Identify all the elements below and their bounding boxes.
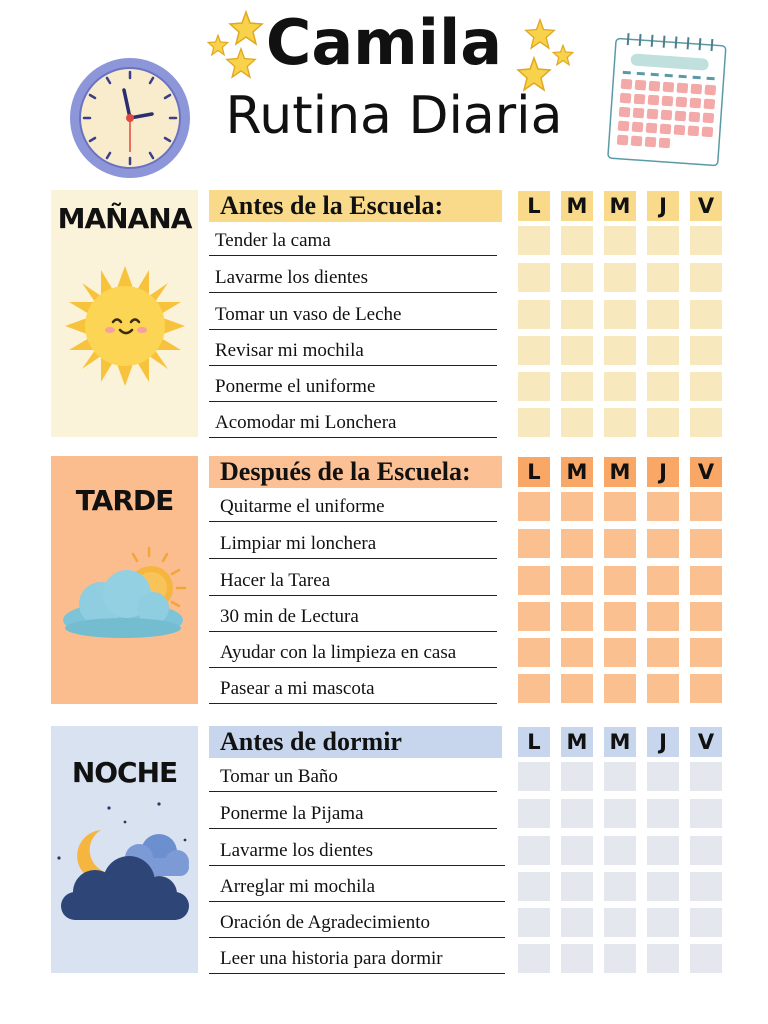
morning-panel xyxy=(51,190,198,437)
night-checkbox-5-2[interactable] xyxy=(604,944,636,973)
morning-checkbox-3-1[interactable] xyxy=(561,336,593,365)
night-checkbox-3-0[interactable] xyxy=(518,872,550,901)
afternoon-checkbox-5-2[interactable] xyxy=(604,674,636,703)
afternoon-checkbox-2-4[interactable] xyxy=(690,566,722,595)
morning-checkbox-5-0[interactable] xyxy=(518,408,550,437)
morning-checkbox-2-0[interactable] xyxy=(518,300,550,329)
page-title: Rutina Diaria xyxy=(225,86,563,146)
night-day-header-0: L xyxy=(518,727,550,757)
night-checkbox-1-4[interactable] xyxy=(690,799,722,828)
afternoon-checkbox-5-3[interactable] xyxy=(647,674,679,703)
morning-checkbox-2-2[interactable] xyxy=(604,300,636,329)
night-checkbox-3-1[interactable] xyxy=(561,872,593,901)
afternoon-checkbox-5-4[interactable] xyxy=(690,674,722,703)
night-checkbox-0-2[interactable] xyxy=(604,762,636,791)
morning-task-5: Acomodar mi Lonchera xyxy=(209,408,497,438)
night-checkbox-2-1[interactable] xyxy=(561,836,593,865)
morning-checkbox-3-4[interactable] xyxy=(690,336,722,365)
night-checkbox-0-0[interactable] xyxy=(518,762,550,791)
morning-checkbox-1-2[interactable] xyxy=(604,263,636,292)
night-day-header-2: M xyxy=(604,727,636,757)
afternoon-checkbox-0-3[interactable] xyxy=(647,492,679,521)
afternoon-checkbox-1-0[interactable] xyxy=(518,529,550,558)
morning-task-0: Tender la cama xyxy=(209,226,497,256)
night-checkbox-1-3[interactable] xyxy=(647,799,679,828)
sun-icon xyxy=(63,264,187,388)
morning-checkbox-5-4[interactable] xyxy=(690,408,722,437)
afternoon-checkbox-4-2[interactable] xyxy=(604,638,636,667)
night-checkbox-3-4[interactable] xyxy=(690,872,722,901)
afternoon-checkbox-0-1[interactable] xyxy=(561,492,593,521)
morning-day-header-3: J xyxy=(647,191,679,221)
morning-checkbox-5-2[interactable] xyxy=(604,408,636,437)
afternoon-checkbox-3-1[interactable] xyxy=(561,602,593,631)
star-icon xyxy=(516,56,552,92)
afternoon-day-header-1: M xyxy=(561,457,593,487)
cloud-sun-icon xyxy=(57,544,193,644)
afternoon-checkbox-0-4[interactable] xyxy=(690,492,722,521)
morning-task-2: Tomar un vaso de Leche xyxy=(209,300,497,330)
afternoon-checkbox-2-3[interactable] xyxy=(647,566,679,595)
afternoon-checkbox-5-1[interactable] xyxy=(561,674,593,703)
night-checkbox-5-1[interactable] xyxy=(561,944,593,973)
afternoon-checkbox-1-3[interactable] xyxy=(647,529,679,558)
night-checkbox-1-2[interactable] xyxy=(604,799,636,828)
night-task-5: Leer una historia para dormir xyxy=(209,944,505,974)
morning-checkbox-0-3[interactable] xyxy=(647,226,679,255)
afternoon-checkbox-4-3[interactable] xyxy=(647,638,679,667)
afternoon-checkbox-5-0[interactable] xyxy=(518,674,550,703)
afternoon-checkbox-4-0[interactable] xyxy=(518,638,550,667)
night-task-1: Ponerme la Pijama xyxy=(209,799,497,829)
afternoon-checkbox-4-4[interactable] xyxy=(690,638,722,667)
night-task-2: Lavarme los dientes xyxy=(209,836,505,866)
afternoon-task-2: Hacer la Tarea xyxy=(209,566,497,596)
night-label: NOCHE xyxy=(71,756,178,789)
night-day-header-3: J xyxy=(647,727,679,757)
morning-checkbox-4-2[interactable] xyxy=(604,372,636,401)
star-icon xyxy=(228,10,264,46)
afternoon-checkbox-2-1[interactable] xyxy=(561,566,593,595)
afternoon-day-header-0: L xyxy=(518,457,550,487)
afternoon-checkbox-1-2[interactable] xyxy=(604,529,636,558)
afternoon-task-0: Quitarme el uniforme xyxy=(209,492,497,522)
night-checkbox-4-4[interactable] xyxy=(690,908,722,937)
night-heading: Antes de dormir xyxy=(209,726,502,758)
night-checkbox-2-3[interactable] xyxy=(647,836,679,865)
morning-checkbox-3-3[interactable] xyxy=(647,336,679,365)
morning-day-header-4: V xyxy=(690,191,722,221)
morning-day-header-1: M xyxy=(561,191,593,221)
afternoon-day-header-4: V xyxy=(690,457,722,487)
morning-task-4: Ponerme el uniforme xyxy=(209,372,497,402)
afternoon-panel xyxy=(51,456,198,704)
night-checkbox-0-4[interactable] xyxy=(690,762,722,791)
morning-task-3: Revisar mi mochila xyxy=(209,336,497,366)
night-checkbox-5-4[interactable] xyxy=(690,944,722,973)
morning-checkbox-0-1[interactable] xyxy=(561,226,593,255)
afternoon-checkbox-2-0[interactable] xyxy=(518,566,550,595)
morning-heading: Antes de la Escuela: xyxy=(209,190,502,222)
star-icon xyxy=(552,44,574,66)
morning-checkbox-2-3[interactable] xyxy=(647,300,679,329)
night-checkbox-2-4[interactable] xyxy=(690,836,722,865)
night-checkbox-1-0[interactable] xyxy=(518,799,550,828)
night-checkbox-0-1[interactable] xyxy=(561,762,593,791)
afternoon-checkbox-0-2[interactable] xyxy=(604,492,636,521)
star-icon xyxy=(225,47,257,79)
morning-checkbox-0-2[interactable] xyxy=(604,226,636,255)
morning-checkbox-0-0[interactable] xyxy=(518,226,550,255)
morning-task-1: Lavarme los dientes xyxy=(209,263,497,293)
night-checkbox-2-2[interactable] xyxy=(604,836,636,865)
night-checkbox-4-1[interactable] xyxy=(561,908,593,937)
night-checkbox-5-0[interactable] xyxy=(518,944,550,973)
moon-clouds-icon xyxy=(55,800,195,930)
night-day-header-4: V xyxy=(690,727,722,757)
morning-checkbox-4-1[interactable] xyxy=(561,372,593,401)
morning-checkbox-1-0[interactable] xyxy=(518,263,550,292)
morning-checkbox-1-1[interactable] xyxy=(561,263,593,292)
morning-checkbox-5-3[interactable] xyxy=(647,408,679,437)
morning-checkbox-3-2[interactable] xyxy=(604,336,636,365)
night-checkbox-2-0[interactable] xyxy=(518,836,550,865)
night-checkbox-4-3[interactable] xyxy=(647,908,679,937)
night-checkbox-4-0[interactable] xyxy=(518,908,550,937)
morning-checkbox-4-3[interactable] xyxy=(647,372,679,401)
night-task-4: Oración de Agradecimiento xyxy=(209,908,505,938)
morning-day-header-0: L xyxy=(518,191,550,221)
clock-icon xyxy=(68,56,192,180)
night-checkbox-5-3[interactable] xyxy=(647,944,679,973)
afternoon-day-header-2: M xyxy=(604,457,636,487)
morning-day-header-2: M xyxy=(604,191,636,221)
afternoon-task-5: Pasear a mi mascota xyxy=(209,674,497,704)
calendar-icon xyxy=(602,32,732,168)
morning-checkbox-3-0[interactable] xyxy=(518,336,550,365)
morning-checkbox-1-4[interactable] xyxy=(690,263,722,292)
afternoon-label: TARDE xyxy=(75,484,174,517)
afternoon-checkbox-1-4[interactable] xyxy=(690,529,722,558)
morning-checkbox-4-4[interactable] xyxy=(690,372,722,401)
morning-checkbox-0-4[interactable] xyxy=(690,226,722,255)
afternoon-checkbox-3-0[interactable] xyxy=(518,602,550,631)
afternoon-task-3: 30 min de Lectura xyxy=(209,602,497,632)
morning-checkbox-2-1[interactable] xyxy=(561,300,593,329)
night-day-header-1: M xyxy=(561,727,593,757)
afternoon-task-1: Limpiar mi lonchera xyxy=(209,529,497,559)
night-panel xyxy=(51,726,198,973)
night-checkbox-3-2[interactable] xyxy=(604,872,636,901)
morning-checkbox-5-1[interactable] xyxy=(561,408,593,437)
afternoon-checkbox-4-1[interactable] xyxy=(561,638,593,667)
afternoon-checkbox-3-4[interactable] xyxy=(690,602,722,631)
night-checkbox-1-1[interactable] xyxy=(561,799,593,828)
night-checkbox-0-3[interactable] xyxy=(647,762,679,791)
afternoon-checkbox-2-2[interactable] xyxy=(604,566,636,595)
morning-checkbox-1-3[interactable] xyxy=(647,263,679,292)
afternoon-checkbox-3-3[interactable] xyxy=(647,602,679,631)
afternoon-checkbox-1-1[interactable] xyxy=(561,529,593,558)
afternoon-checkbox-3-2[interactable] xyxy=(604,602,636,631)
afternoon-heading: Después de la Escuela: xyxy=(209,456,502,488)
night-task-0: Tomar un Baño xyxy=(209,762,497,792)
night-task-3: Arreglar mi mochila xyxy=(209,872,505,902)
child-name: Camila xyxy=(265,6,503,79)
morning-checkbox-2-4[interactable] xyxy=(690,300,722,329)
afternoon-day-header-3: J xyxy=(647,457,679,487)
morning-checkbox-4-0[interactable] xyxy=(518,372,550,401)
afternoon-checkbox-0-0[interactable] xyxy=(518,492,550,521)
night-checkbox-4-2[interactable] xyxy=(604,908,636,937)
night-checkbox-3-3[interactable] xyxy=(647,872,679,901)
morning-label: MAÑANA xyxy=(57,202,192,235)
afternoon-task-4: Ayudar con la limpieza en casa xyxy=(209,638,497,668)
